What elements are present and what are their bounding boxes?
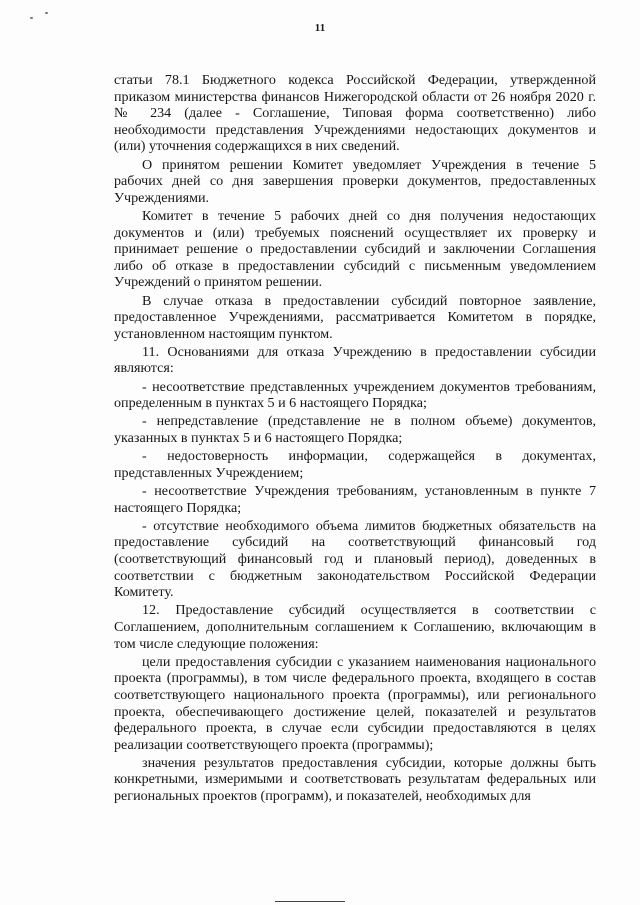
paragraph: статьи 78.1 Бюджетного кодекса Российской Федерации, утвержденной приказом министерства финансов Нижегородской области от 26 ноября 2020 г. № 234 (далее - Соглашение, Типовая форма соответственно) либо необходимости представления Учреждениями недостающих документов и (или) уточнения содержащихся в них сведений. (114, 72, 596, 155)
page-number: 11 (314, 22, 326, 34)
list-item: - несоответствие представленных учреждением документов требованиям, определенным в пунктах 5 и 6 настоящего Порядка; (114, 378, 596, 412)
list-item: - недостоверность информации, содержащейся в документах, представленных Учреждением; (114, 448, 596, 481)
paragraph: 12. Предоставление субсидий осуществляется в соответствии с Соглашением, дополнительным соглашением к Соглашению, включающим в том числе следующие положения: (114, 602, 596, 652)
list-item: - отсутствие необходимого объема лимитов бюджетных обязательств на предоставление субсидий на соответствующий финансовый год (соответствующий финансовый год и плановый период), доведенных в соответствии с бюджетным законодательством Российской Федерации Комитету. (114, 517, 596, 601)
list-item: - несоответствие Учреждения требованиям, установленным в пункте 7 настоящего Порядка; (114, 483, 596, 516)
scan-speck (30, 17, 33, 19)
paragraph: Комитет в течение 5 рабочих дней со дня получения недостающих документов и (или) требуемых пояснений осуществляет их проверку и принимает решение о предоставлении субсидий и заключении Соглашения либо об отказе в предоставлении субсидий с письменным уведомлением Учреждений о принятом решении. (114, 207, 596, 291)
document-body (114, 72, 596, 806)
list-item: - непредставление (представление не в полном объеме) документов, указанных в пунктах 5 и 6 настоящего Порядка; (114, 413, 596, 447)
paragraph: В случае отказа в предоставлении субсидий повторное заявление, предоставленное Учреждениями, рассматривается Комитетом в порядке, установленном настоящим пунктом. (114, 292, 596, 342)
paragraph: значения результатов предоставления субсидии, которые должны быть конкретными, измеримыми и соответствовать результатам федеральных или региональных проектов (программ), и показателей, необходимых для (114, 754, 596, 805)
paragraph: О принятом решении Комитет уведомляет Учреждения в течение 5 рабочих дней со дня завершения проверки документов, предоставленных Учреждениями. (114, 156, 596, 206)
scan-speck (45, 12, 48, 14)
paragraph: 11. Основаниями для отказа Учреждению в предоставлении субсидии являются: (114, 343, 596, 377)
footer-rule (275, 901, 345, 902)
paragraph: цели предоставления субсидии с указанием наименования национального проекта (программы), в том числе федерального проекта, входящего в состав соответствующего национального проекта (программы), или регионального проекта, обеспечивающего достижение целей, показателей и результатов федерального проекта, в случае если субсидии предоставляются в целях реализации соответствующего проекта (программы); (114, 653, 596, 753)
